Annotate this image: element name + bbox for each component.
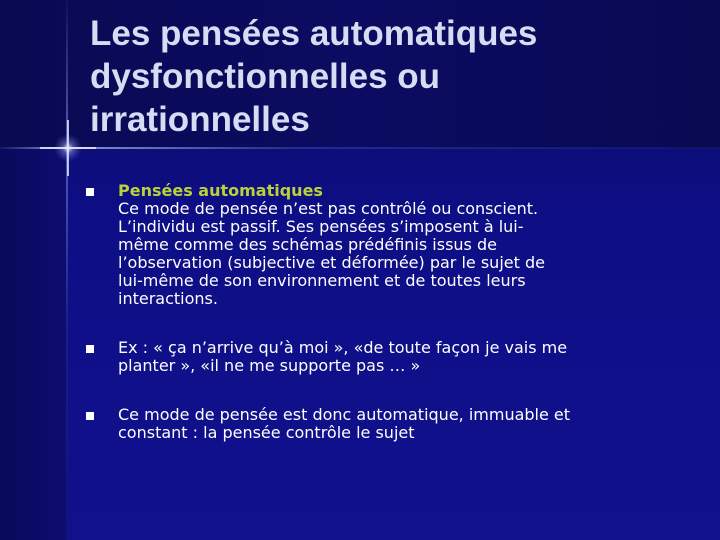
bullet-item [86,182,686,308]
square-bullet-icon [86,412,94,420]
square-bullet-icon [86,188,94,196]
horizontal-light-line [0,147,720,149]
bullet-item [86,339,686,375]
bullet-text-line: Ce mode de pensée n’est pas contrôlé ou conscient. [118,199,539,218]
vertical-light-line [66,0,68,540]
bullet-list [86,182,686,442]
title-line: dysfonctionnelles ou [90,57,441,96]
bullet-item [86,406,686,442]
slide-title [90,12,710,141]
left-band [0,148,68,540]
title-line: Les pensées automatiques [90,14,538,53]
bullet-heading: Pensées automatiques [118,181,323,200]
bullet-text-line: constant : la pensée contrôle le sujet [118,423,415,442]
bullet-text-line: planter », «il ne me supporte pas … » [118,356,421,375]
bullet-text-line: interactions. [118,289,218,308]
bullet-text-line: lui-même de son environnement et de toutes leurs [118,271,526,290]
square-bullet-icon [86,345,94,353]
bullet-text-line: même comme des schémas prédéfinis issus de [118,235,497,254]
title-line: irrationnelles [90,100,310,139]
bullet-text-line: L’individu est passif. Ses pensées s’imposent à lui- [118,217,524,236]
bullet-text-line: Ex : « ça n’arrive qu’à moi », «de toute façon je vais me [118,338,568,357]
bullet-text-line: l’observation (subjective et déformée) par le sujet de [118,253,545,272]
bullet-text-line: Ce mode de pensée est donc automatique, immuable et [118,405,571,424]
sparkle-icon [40,120,96,176]
